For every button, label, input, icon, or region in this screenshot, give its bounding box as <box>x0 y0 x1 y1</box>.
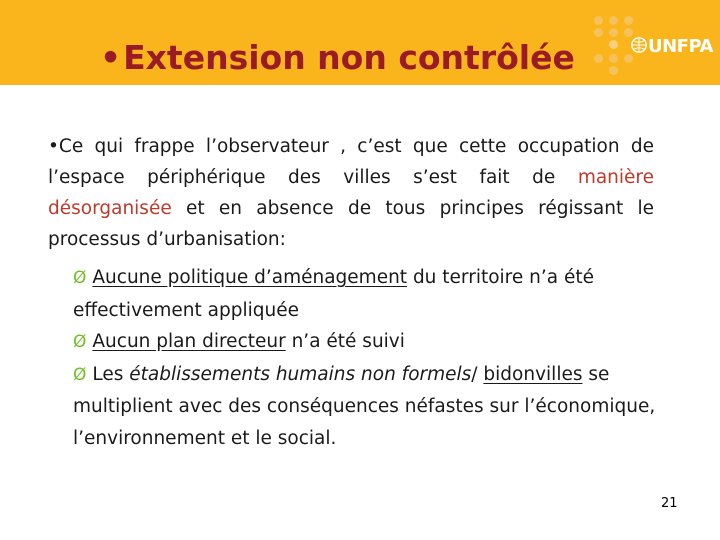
paragraph-text-after: et en absence de tous principes régissant le processus d’urbanisation: <box>48 198 654 250</box>
logo-dot <box>609 54 618 63</box>
logo-dot <box>624 16 633 25</box>
sub-point-text: se multiplient avec des conséquences néfastes sur l’économique, l’environnement et le social. <box>73 363 656 449</box>
logo-dot <box>609 16 618 25</box>
logo-dot <box>624 54 633 63</box>
arrow-bullet-icon: Ø <box>73 364 87 385</box>
paragraph-highlight: manière désorganisée <box>48 167 654 219</box>
page-number: 21 <box>661 496 678 511</box>
sub-point-underlined: Aucune politique d’aménagement <box>92 267 408 288</box>
logo-dot <box>594 28 603 37</box>
sub-point <box>73 262 673 326</box>
logo-text: UNFPA <box>648 36 713 57</box>
title-text: Extension non contrôlée <box>123 38 575 77</box>
sub-point-italic: établissements humains non formels <box>129 363 472 385</box>
paragraph-bullet: • <box>48 136 59 157</box>
arrow-bullet-icon: Ø <box>73 332 87 352</box>
paragraph-text-before: Ce qui frappe l’observateur , c’est que cette occupation de l’espace périphérique des villes s’est fait de <box>48 136 654 188</box>
logo-dot <box>609 40 618 49</box>
sub-points-list <box>73 262 673 454</box>
logo-dot <box>594 54 603 63</box>
sub-point-underlined: Aucun plan directeur <box>92 331 286 352</box>
logo-dot <box>609 28 618 37</box>
sub-point <box>73 326 673 359</box>
sub-point-underlined: bidonvilles <box>483 363 583 385</box>
sub-point-text: n’a été suivi <box>285 331 405 352</box>
logo-dot <box>609 66 618 75</box>
title-bullet: • <box>100 38 122 77</box>
sub-point-text: du territoire n’a été effectivement appliquée <box>73 267 594 321</box>
unfpa-logo <box>592 14 720 76</box>
main-paragraph <box>48 131 654 255</box>
sub-point-slash: / <box>471 363 484 385</box>
logo-dot <box>594 16 603 25</box>
globe-emblem-icon <box>630 36 648 54</box>
slide-title <box>100 38 575 77</box>
sub-point <box>73 359 673 455</box>
arrow-bullet-icon: Ø <box>73 268 87 288</box>
sub-point-lead: Les <box>92 363 130 385</box>
